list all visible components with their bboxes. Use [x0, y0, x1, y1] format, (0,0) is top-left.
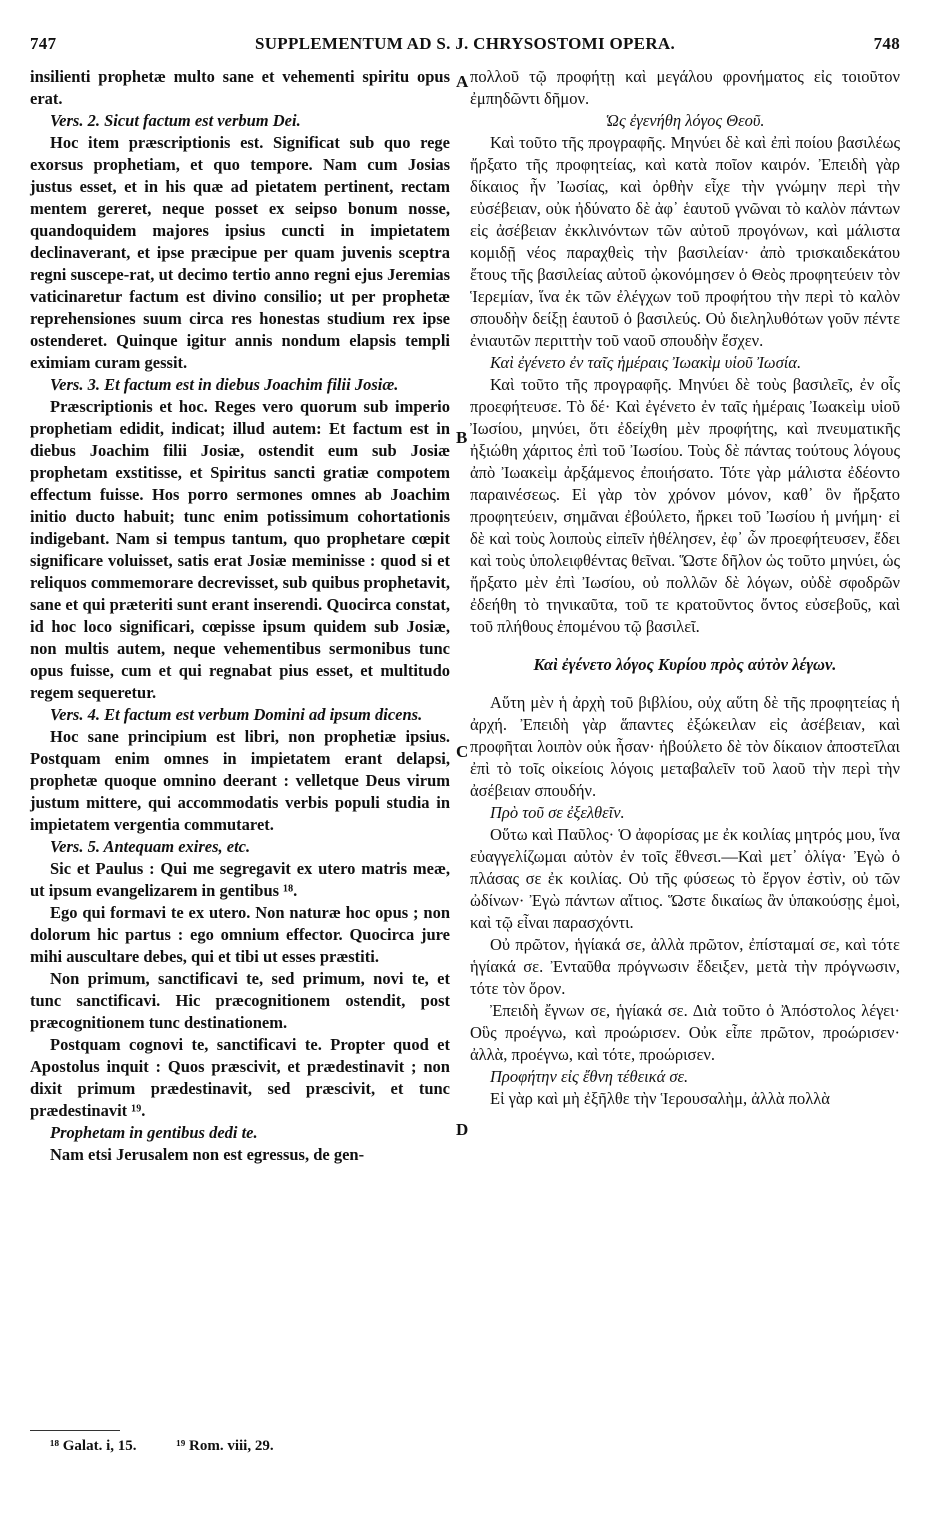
latin-paragraph: insilienti prophetæ multo sane et vehementi spiritu opus erat. — [30, 67, 450, 108]
latin-verse-heading: Vers. 5. Antequam exires, etc. — [50, 837, 251, 856]
latin-paragraph: Non primum, sanctificavi te, sed primum, novi te, et tunc sanctificavi. Hic præcognitionem ostendit, post præcognitionem tunc destinationem. — [30, 969, 450, 1032]
footnote-rule — [30, 1430, 120, 1431]
latin-paragraph: Sic et Paulus : Qui me segregavit ex utero matris meæ, ut ipsum evangelizarem in gentibus ¹⁸. — [30, 859, 450, 900]
footnote-18: ¹⁸ Galat. i, 15. — [50, 1438, 137, 1454]
latin-verse-heading: Vers. 3. Et factum est in diebus Joachim filii Josiæ. — [50, 375, 399, 394]
greek-column — [470, 66, 900, 1110]
greek-paragraph: Αὕτη μὲν ἡ ἀρχὴ τοῦ βιβλίου, οὐχ αὕτη δὲ τῆς προφητείας ἡ ἀρχή. Ἐπειδὴ γὰρ ἅπαντες ἐξώκειλαν εἰς ἀσέβειαν, καὶ προφῆται λοιπὸν οὐκ ἦσαν· ἠβούλετο δὲ τὸν δίκαιον ἀποστεῖλαι ἐπὶ τὸ τοῖς οἰκείοις λόγοις μεταβαλεῖν τοῦ λαοῦ τὴν περὶ τὴν ἀσέβειαν σπουδήν. — [470, 693, 900, 800]
latin-paragraph: Hoc sane principium est libri, non prophetiæ ipsius. Postquam enim omnes in impietatem erant delapsi, prophetæ quoque omnino deerant : velletque Deus virum justum mittere, qui accommodatis verbis populi studia in impietatem vergentia commutaret. — [30, 727, 450, 834]
latin-paragraph: Præscriptionis et hoc. Reges vero quorum sub imperio prophetiam edidit, indicat; illud autem: Et factum est in diebus Joachim filii Josiæ, ostendit eum sub Josiæ prophetam exstitisse, et Spiritus sancti gratiæ compotem effectum fuisse. Hos porro sermones omnes ab Joachim initio ducto habuit; tunc enim potissimum cohortationis indigebant. Nam si tempus tantum, quo prophetare cœpit significare voluisset, satis erat Josiæ meminisse : quod si et reliquos commemorare decrevisset, sub quibus prophetavit, sane et qui præteriti sunt erant inserendi. Quocirca constat, id hoc loco significari, cœpisse ipsum quidem sub Josiæ, non multis autem, neque vehementibus sermonibus tunc opus fuisse, cum et qui regnabat pius esset, et multitudo regem sequeretur. — [30, 397, 450, 702]
greek-paragraph: Καὶ τοῦτο τῆς προγραφῆς. Μηνύει δὲ καὶ ἐπὶ ποίου βασιλέως ἤρξατο τῆς προφητείας, καὶ κατὰ ποῖον καιρόν. Ἐπειδὴ γὰρ δίκαιος ἦν Ἰωσίας, καὶ ὀρθὴν εἶχε τὴν γνώμην περὶ τὴν εὐσέβειαν, οὐκ ἠδύνατο δὲ ἀφ᾽ ἑαυτοῦ γνῶναι τὸ καλὸν πάντων εἰς ἀσέβειαν ἐκκλινόντων τῶν αὐτοῦ προγόνων, καὶ μάλιστα κομιδῇ νέος παραχθεὶς τὴν βασιλείαν· ἀπὸ τρισκαιδεκάτου ἔτους τῆς βασιλείας αὐτοῦ ᾠκονόμησεν ὁ Θεὸς προφητεύειν τὸν Ἱερεμίαν, ἵνα ἐκ τῶν ἐλέγχων τοῦ προφήτου τὴν περὶ τὸ καλὸν σπουδὴν δείξῃ ἑαυτοῦ ὁ βασιλεύς. Οὐ διεληλυθότων γοῦν πέντε ἐνιαυτῶν περιττὴν τοῦ ναοῦ σπουδὴν ἔσχεν. — [470, 133, 900, 350]
margin-marker-d: D — [456, 1120, 469, 1139]
greek-paragraph: Οὕτω καὶ Παῦλος· Ὁ ἀφορίσας με ἐκ κοιλίας μητρός μου, ἵνα εὐαγγελίζωμαι αὐτὸν ἐν τοῖς ἔθνεσι.—Καὶ μετ᾽ ὀλίγα· Ἐγὼ ὁ πλάσας σε ἐκ κοιλίας. Οὐ τῆς φύσεως τὸ ἔργον ἐστὶν, οὐ τῶν ὠδίνων· Ἐγὼ πάντων αἴτιος. Ὥστε δικαίως ἂν ὑπακούσῃς ἐμοὶ, καὶ τῷ εἶναι παρασχόντι. — [470, 825, 900, 932]
greek-paragraph: Καὶ τοῦτο τῆς προγραφῆς. Μηνύει δὲ τοὺς βασιλεῖς, ἐν οἷς προεφήτευσε. Τὸ δέ· Καὶ ἐγένετο ἐν ταῖς ἡμέραις Ἰωακεὶμ υἱοῦ Ἰωσίου, μηνύει, ὅτι ἐδείχθη μὲν προφήτης, καὶ πνευματικῆς ἠξιώθη χάριτος ἐπὶ τοῦ Ἰωσίου. Τοὺς δὲ πάντας τούτους λόγους ἀπὸ Ἰωακεὶμ ἀρξάμενος ἐποιήσατο. Τότε γὰρ μάλιστα ἐδέοντο παραινέσεως. Εἰ γὰρ τὸν χρόνον μόνον, καθ᾽ ὃν ἤρξατο προφητεύειν, σημᾶναι ἐβούλετο, ἤρκει τοῦ Ἰωσίου ἡ μνήμη· εἰ δὲ καὶ τοὺς λοιποὺς εἰπεῖν ἠθέλησεν, ἐφ᾽ ὧν προεφήτευσεν, ἔδει καὶ τοὺς ὑπολειφθέντας θεῖναι. Ὥστε δῆλον ὡς τοῦτο μηνύει, ὡς ἤρξατο μὲν ἐπὶ Ἰωσίου, οὐ πολλῶν δὲ λόγων, οὐδὲ σφοδρῶν ἐδεήθη τὸ τηνικαῦτα, τοῦ τε κρατοῦντος ὄντος εὐσεβοῦς, καὶ τοῦ πλήθους ἑπομένου τῷ βασιλεῖ. — [470, 375, 900, 636]
latin-paragraph: Postquam cognovi te, sanctificavi te. Propter quod et Apostolus inquit : Quos præscivit, et prædestinavit ; non dixit primum prædestinavit, sed præscivit, et tunc prædestinavit ¹⁹. — [30, 1035, 450, 1120]
margin-marker-a: A — [456, 72, 469, 91]
greek-paragraph: Ἐπειδὴ ἔγνων σε, ἡγίακά σε. Διὰ τοῦτο ὁ Ἀπόστολος λέγει· Οὓς προέγνω, καὶ προώρισεν. Οὐκ εἶπε πρῶτον, προώρισεν· ἀλλὰ, προέγνω, καὶ τότε, προώρισεν. — [470, 1001, 900, 1064]
greek-verse-heading: Πρὸ τοῦ σε ἐξελθεῖν. — [490, 803, 625, 822]
page-number-left: 747 — [30, 34, 57, 53]
greek-paragraph: Εἰ γὰρ καὶ μὴ ἐξῆλθε τὴν Ἱερουσαλὴμ, ἀλλὰ πολλὰ — [490, 1089, 830, 1108]
latin-verse-heading: Prophetam in gentibus dedi te. — [50, 1123, 258, 1142]
latin-paragraph: Hoc item præscriptionis est. Significat sub quo rege exorsus prophetiam, et quo tempore. Nam cum Josias justus esset, et in his quæ ad pietatem pertinent, rectam mentem gereret, neque posset ex seipso bonum nosse, quandoquidem majores ipsius cuncti in impietatem declinaverant, et ipse præcipue per quam juvenis sceptra regni suscepe-rat, ut decimo tertio anno regni ejus Jeremias vaticinaretur factum est divino consilio; ut per prophetæ reprehensiones suum circa res honestas studium rex ipse ostenderet. Quinque igitur annis nondum elapsis templi eximiam curam gessit. — [30, 133, 450, 372]
greek-verse-heading: Ὡς ἐγενήθη λόγος Θεοῦ. — [605, 111, 765, 130]
footnote-19: ¹⁹ Rom. viii, 29. — [176, 1438, 274, 1454]
greek-heading: Καὶ ἐγένετο λόγος Κυρίου πρὸς αὐτὸν λέγων. — [533, 655, 837, 674]
greek-verse-heading: Προφήτην εἰς ἔθνη τέθεικά σε. — [490, 1067, 689, 1086]
running-title: SUPPLEMENTUM AD S. J. CHRYSOSTOMI OPERA. — [254, 34, 676, 53]
greek-paragraph: πολλοῦ τῷ προφήτῃ καὶ μεγάλου φρονήματος εἰς τοιοῦτον ἐμπηδῶντι δῆμον. — [470, 67, 900, 108]
footnotes — [50, 1438, 310, 1455]
margin-marker-c: C — [456, 742, 469, 761]
page-header — [30, 30, 900, 56]
latin-verse-heading: Vers. 2. Sicut factum est verbum Dei. — [50, 111, 301, 130]
greek-paragraph: Οὐ πρῶτον, ἡγίακά σε, ἀλλὰ πρῶτον, ἐπίσταμαί σε, καὶ τότε ἡγίακά σε. Ἐνταῦθα πρόγνωσιν ἔδειξεν, μετὰ τὴν πρόγνωσιν, τότε τὸν ὅρον. — [470, 935, 900, 998]
latin-verse-heading: Vers. 4. Et factum est verbum Domini ad ipsum dicens. — [50, 705, 423, 724]
greek-verse-heading: Καὶ ἐγένετο ἐν ταῖς ἡμέραις Ἰωακὶμ υἱοῦ Ἰωσία. — [490, 353, 802, 372]
page-number-right: 748 — [873, 34, 900, 53]
margin-marker-b: B — [456, 428, 468, 447]
latin-paragraph: Nam etsi Jerusalem non est egressus, de gen- — [50, 1145, 365, 1164]
latin-column — [30, 66, 450, 1166]
latin-paragraph: Ego qui formavi te ex utero. Non naturæ hoc opus ; non dolorum hic partus : ego omnium effector. Quocirca jure mihi auscultare debes, qui et tibi ut esses præstiti. — [30, 903, 450, 966]
